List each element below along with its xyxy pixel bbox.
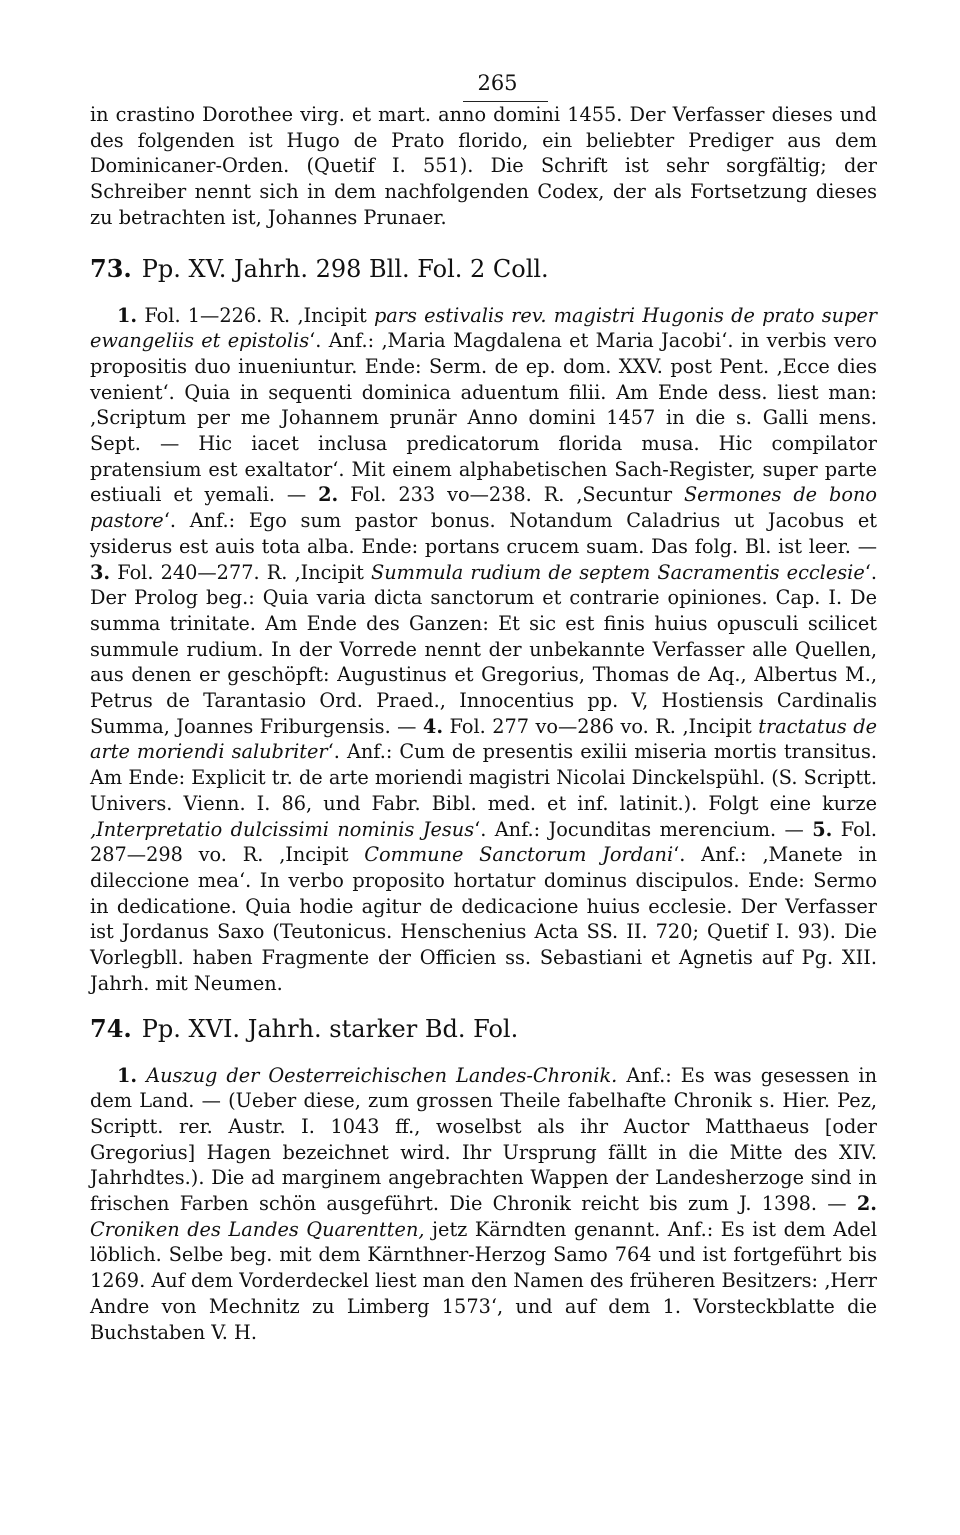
- section-number: 1.: [117, 1063, 138, 1087]
- section-number: 5.: [812, 817, 833, 841]
- entry-number: 73.: [90, 253, 132, 283]
- italic-title: pars estivalis rev. magistri Hugonis de prato super ewangeliis et epistolis: [90, 303, 877, 353]
- section-number: 3.: [90, 560, 111, 584]
- italic-title: tractatus de arte moriendi salubriter: [90, 714, 877, 764]
- italic-title: Auszug der Oesterreichischen Landes-Chronik.: [146, 1063, 618, 1087]
- italic-title: Summula rudium de septem Sacramentis ecclesie: [371, 560, 865, 584]
- entry-heading-74: [90, 1014, 877, 1044]
- page-number-rule: [463, 101, 548, 102]
- entry-heading-text: Pp. XV. Jahrh. 298 Bll. Fol. 2 Coll.: [141, 254, 549, 283]
- page: [90, 68, 877, 1345]
- section-number: 4.: [422, 714, 444, 738]
- entry-73-description: 1. Fol. 1—226. R. ‚Incipit pars estivalis rev. magistri Hugonis de prato super ewangeliis et epistolis‘. Anf.: ‚Maria Magdalena et Maria Jacobi‘. in verbis vero propositis duo inueniuntur. Ende: Serm. de ep. dom. XXV. post Pent. ‚Ecce dies venient‘. Quia in sequenti dominica aduentum filii. Am Ende dess. liest man: ‚Scriptum per me Johannem prunär Anno domini 1457 in die s. Galli mens. Sept. — Hic iacet inclusa predicatorum florida musa. Hic compilator pratensium est exaltator‘. Mit einem alphabetischen Sach-Register, super parte estiuali et yemali. — 2. Fol. 233 vo—238. R. ‚Secuntur Sermones de bono pastore‘. Anf.: Ego sum pastor bonus. Notandum Caladrius ut Jacobus et ysiderus est auis tota alba. Ende: portans crucem suam. Das folg. Bl. ist leer. — 3. Fol. 240—277. R. ‚Incipit Summula rudium de septem Sacramentis ecclesie‘. Der Prolog beg.: Quia varia dicta sanctorum et contrarie opiniones. Cap. I. De summa trinitate. Am Ende des Ganzen: Et sic est finis huius opusculi scilicet summule rudium. In der Vorrede nennt der unbekannte Verfasser alle Quellen, aus denen er geschöpft: Augustinus et Gregorius, Thomas de Aq., Albertus M., Petrus de Tarantasio Ord. Praed., Innocentius pp. V, Hostiensis Cardinalis Summa, Joannes Friburgensis. — 4. Fol. 277 vo—286 vo. R. ‚Incipit tractatus de arte moriendi salubriter‘. Anf.: Cum de presentis exilii miseria mortis transitus. Am Ende: Explicit tr. de arte moriendi magistri Nicolai Dinckelspühl. (S. Scriptt. Univers. Vienn. I. 86, und Fabr. Bibl. med. et inf. latinit.). Folgt eine kurze ‚Interpretatio dulcissimi nominis Jesus‘. Anf.: Jocunditas merencium. — 5. Fol. 287—298 vo. R. ‚Incipit Commune Sanctorum Jordani‘. Anf.: ‚Manete in dileccione mea‘. In verbo proposito hortatur dominus discipulos. Ende: Sermo in dedicatione. Quia hodie agitur de dedicacione huius ecclesie. Der Verfasser ist Jordanus Saxo (Teutonicus. Henschenius Acta SS. II. 720; Quetif I. 93). Die Vorlegbll. haben Fragmente der Officien ss. Sebastiani et Agnetis auf Pg. XII. Jahrh. mit Neumen.: [90, 303, 878, 995]
- italic-title: Commune Sanctorum Jordani: [364, 843, 674, 867]
- italic-title: Croniken des Landes Quarentten,: [90, 1217, 425, 1241]
- section-number: 2.: [856, 1192, 877, 1216]
- entry-number: 74.: [90, 1013, 132, 1043]
- intro-paragraph: in crastino Dorothee virg. et mart. anno domini 1455. Der Verfasser dieses und des folgenden ist Hugo de Prato florido, ein beliebter Prediger aus dem Dominicaner-Orden. (Quetif I. 551). Die Schrift ist sehr sorgfältig; der Schreiber nennt sich in dem nachfolgenden Codex, der als Fortsetzung dieses zu betrachten ist, Johannes Prunaer.: [90, 103, 877, 229]
- entry-heading-text: Pp. XVI. Jahrh. starker Bd. Fol.: [141, 1014, 519, 1043]
- entry-74-description: 1. Auszug der Oesterreichischen Landes-Chronik. Anf.: Es was gesessen in dem Land. — (Ueber diese, zum grossen Theile fabelhafte Chronik s. Hier. Pez, Scriptt. rer. Austr. I. 1043 ff., woselbst als ihr Auctor Matthaeus [oder Gregorius] Hagen bezeichnet wird. Ihr Ursprung fällt in die Mitte des XIV. Jahrhdtes.). Die ad marginem angebrachten Wappen der Landesherzoge sind in frischen Farben schön ausgeführt. Die Chronik reicht bis zum J. 1398. — 2. Croniken des Landes Quarentten, jetz Kärndten genannt. Anf.: Es ist dem Adel löblich. Selbe beg. mit dem Kärnthner-Herzog Samo 764 und ist fortgeführt bis 1269. Auf dem Vorderdeckel liest man den Namen des früheren Besitzers: ‚Herr Andre von Mechnitz zu Limberg 1573‘, und auf dem 1. Vorsteckblatte die Buchstaben V. H.: [90, 1063, 877, 1344]
- section-number: 1.: [117, 303, 138, 327]
- section-number: 2.: [318, 483, 339, 507]
- italic-title: Sermones de bono pastore: [90, 483, 877, 533]
- page-body: [90, 102, 877, 1345]
- page-number: 265: [477, 71, 518, 95]
- italic-title: ‚Interpretatio dulcissimi nominis Jesus: [90, 817, 475, 841]
- entry-heading-73: [90, 254, 877, 284]
